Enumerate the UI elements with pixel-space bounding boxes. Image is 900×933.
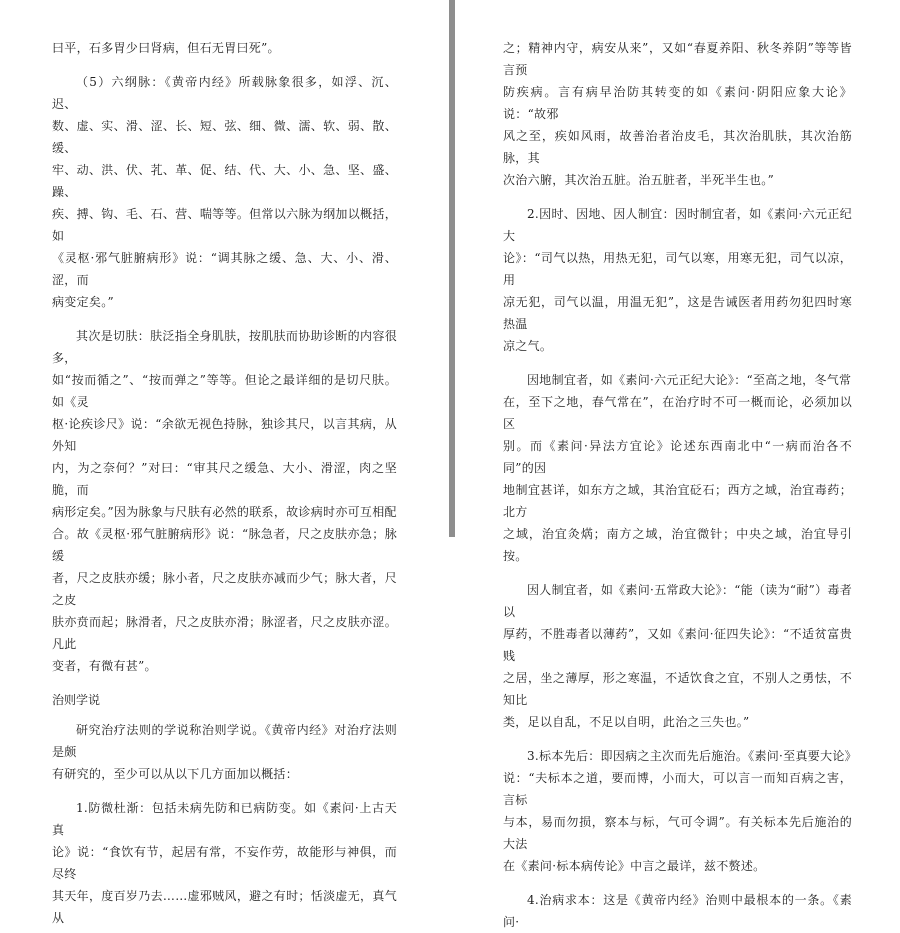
text-line: 曰平，石多胃少曰肾病，但石无胃曰死”。 — [52, 41, 280, 55]
text-line: 其天年，度百岁乃去……虚邪贼风，避之有时；恬淡虚无，真气从 — [52, 889, 397, 925]
left-page-body — [52, 37, 397, 677]
text-line: 2.因时、因地、因人制宜：因时制宜者，如《素问·六元正纪大 — [503, 207, 852, 243]
text-line: 厚药，不胜毒者以薄药”，又如《素问·征四失论》：“不适贫富贵贱 — [503, 627, 852, 663]
text-line: 次治六腑，其次治五脏。治五脏者，半死半生也。” — [503, 173, 775, 187]
text-line: 病变定矣。” — [52, 295, 114, 309]
text-line: 之；精神内守，病安从来”，又如“春夏养阳、秋冬养阴”等等皆言预 — [503, 41, 852, 77]
text-line: 4.治病求本：这是《黄帝内经》治则中最根本的一条。《素问· — [503, 893, 852, 929]
text-line: 其次是切肤：肤泛指全身肌肤，按肌肤而协助诊断的内容很多， — [52, 329, 397, 365]
text-line: 如“按而循之”、“按而弹之”等等。但论之最详细的是切尺肤。如《灵 — [52, 373, 397, 409]
text-line: 合。故《灵枢·邪气脏腑病形》说：“脉急者，尺之皮肤亦急；脉缓 — [52, 527, 397, 563]
text-line: 病形定矣。”因为脉象与尺肤有必然的联系，故诊病时亦可互相配 — [52, 505, 397, 519]
text-line: 3.标本先后：即因病之主次而先后施治。《素问·至真要大论》 — [527, 749, 857, 763]
text-line: 1.防微杜渐：包括未病先防和已病防变。如《素问·上古天真 — [52, 801, 397, 837]
paragraph — [503, 203, 852, 357]
text-line: 说：“夫标本之道，要而博，小而大，可以言一而知百病之害，言标 — [503, 771, 852, 807]
left-page — [0, 0, 449, 925]
text-line: 牢、动、洪、伏、芤、革、促、结、代、大、小、急、坚、盛、躁、 — [52, 163, 397, 199]
paragraph — [52, 37, 397, 59]
text-line: 在，至下之地，春气常在”，在治疗时不可一概而论，必须加以区 — [503, 395, 852, 431]
left-page-body-continued — [52, 719, 397, 929]
paragraph — [52, 719, 397, 785]
text-line: 者，尺之皮肤亦缓；脉小者，尺之皮肤亦减而少气；脉大者，尺之皮 — [52, 571, 397, 607]
paragraph — [52, 325, 397, 677]
text-line: 论》：“司气以热，用热无犯，司气以寒，用寒无犯，司气以凉，用 — [503, 251, 852, 287]
text-line: 别。而《素问·异法方宜论》论述东西南北中“一病而治各不同”的因 — [503, 439, 852, 475]
section-heading: 治则学说 — [52, 693, 101, 707]
paragraph — [503, 889, 852, 933]
text-line: 与本，易而勿损，察本与标，气可令调”。有关标本先后施治的大法 — [503, 815, 852, 851]
text-line: 数、虚、实、滑、涩、长、短、弦、细、微、濡、软、弱、散、缓、 — [52, 119, 397, 155]
text-line: 类，足以自乱，不足以自明，此治之三失也。” — [503, 715, 750, 729]
paragraph — [503, 37, 852, 191]
text-line: 在《素问·标本病传论》中言之最详，兹不赘述。 — [503, 859, 766, 873]
text-line: 防疾病。言有病早治防其转变的如《素问·阴阳应象大论》说：“故邪 — [503, 85, 852, 121]
text-line: 内，为之奈何？”对曰：“审其尺之缓急、大小、滑涩，肉之坚脆，而 — [52, 461, 397, 497]
right-page — [455, 0, 900, 929]
text-line: 凉之气。 — [503, 339, 553, 353]
text-line: 有研究的，至少可以从以下几方面加以概括： — [52, 767, 299, 781]
text-line: 枢·论疾诊尺》说：“余欲无视色持脉，独诊其尺，以言其病，从外知 — [52, 417, 397, 453]
text-line: 因地制宜者，如《素问·六元正纪大论》：“至高之地，冬气常 — [527, 373, 852, 387]
text-line: 变者，有微有甚”。 — [52, 659, 157, 673]
text-line: 之居，坐之薄厚，形之寒温，不适饮食之宜，不别人之勇怯，不知比 — [503, 671, 852, 707]
text-line: 风之至，疾如风雨，故善治者治皮毛，其次治肌肤，其次治筋脉，其 — [503, 129, 852, 165]
text-line: 研究治疗法则的学说称治则学说。《黄帝内经》对治疗法则是颇 — [52, 723, 397, 759]
paragraph — [503, 745, 857, 877]
text-line: 因人制宜者，如《素问·五常政大论》：“能（读为“耐”）毒者以 — [503, 583, 852, 619]
text-line: 凉无犯，司气以温，用温无犯”，这是告诫医者用药勿犯四时寒热温 — [503, 295, 852, 331]
text-line: （5）六纲脉：《黄帝内经》所载脉象很多，如浮、沉、迟、 — [52, 75, 397, 111]
paragraph — [52, 71, 397, 313]
paragraph — [503, 579, 852, 733]
right-page-body — [503, 37, 857, 933]
text-line: 肤亦贲而起；脉滑者，尺之皮肤亦滑；脉涩者，尺之皮肤亦涩。凡此 — [52, 615, 397, 651]
paragraph — [52, 797, 397, 929]
text-line: 地制宜甚详，如东方之域，其治宜砭石；西方之域，治宜毒药；北方 — [503, 483, 852, 519]
text-line: 之域，治宜灸焫；南方之域，治宜微针；中央之域，治宜导引按。 — [503, 527, 852, 563]
text-line: 《灵枢·邪气脏腑病形》说：“调其脉之缓、急、大、小、滑、涩，而 — [52, 251, 397, 287]
text-line: 论》说：“食饮有节，起居有常，不妄作劳，故能形与神俱，而尽终 — [52, 845, 397, 881]
paragraph — [503, 369, 852, 567]
text-line: 疾、搏、钩、毛、石、营、喘等等。但常以六脉为纲加以概括，如 — [52, 207, 397, 243]
